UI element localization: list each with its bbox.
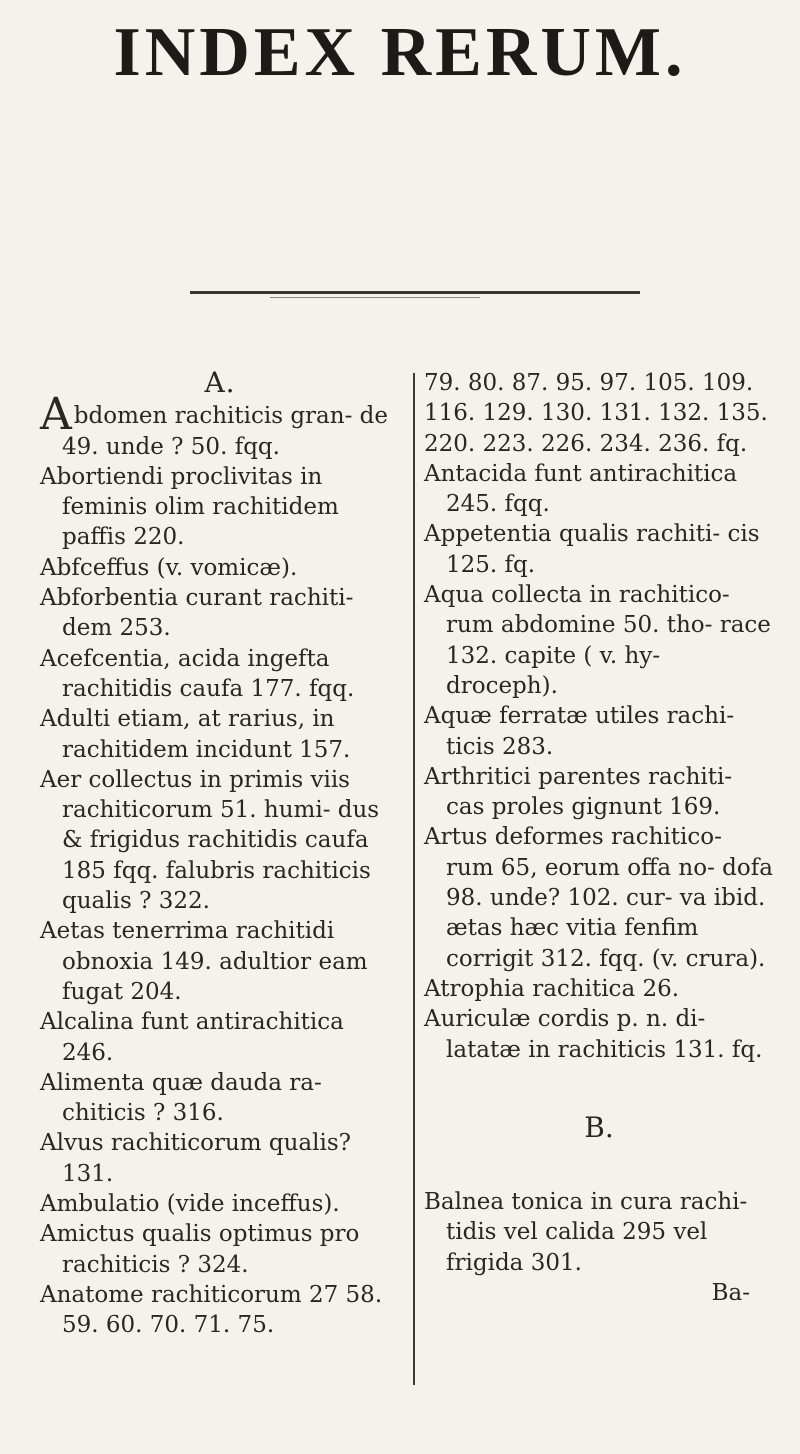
left-column (40, 368, 400, 1341)
section-letter-b: B. (584, 1110, 614, 1144)
index-entry: Aquæ ferratæ utiles rachi- ticis 283. (424, 703, 735, 760)
index-entry: Alcalina funt antirachitica 246. (40, 1009, 344, 1066)
index-entry: Atrophia rachitica 26. (424, 975, 680, 1002)
index-entry: Aer collectus in primis viis rachiticorum 51. humi- dus & frigidus rachitidis caufa 185 fqq. falubris rachiticis qualis ? 322. (40, 766, 380, 915)
right-column (424, 368, 774, 1308)
index-entry: Aqua collecta in rachitico- rum abdomine 50. tho- race 132. capite ( v. hy- droceph). (424, 582, 771, 699)
index-entry: Aetas tenerrima rachitidi obnoxia 149. adultior eam fugat 204. (40, 918, 368, 1005)
index-entry: Antacida funt antirachitica 245. fqq. (424, 460, 738, 518)
index-entry: Abfceffus (v. vomicæ). (40, 554, 298, 581)
index-entry: Alimenta quæ dauda ra- chiticis ? 316. (40, 1069, 322, 1127)
title-rule-thin (270, 297, 480, 298)
index-entry: Abortiendi proclivitas in feminis olim rachitidem paffis 220. (40, 463, 339, 551)
index-entry: Arthritici parentes rachiti- cas proles gignunt 169. (424, 763, 733, 821)
index-entry: Abforbentia curant rachiti- dem 253. (40, 585, 354, 642)
index-entry-continuation: 79. 80. 87. 95. 97. 105. 109. 116. 129. 130. 131. 132. 135. 220. 223. 226. 234. 236. fq. (424, 370, 768, 457)
index-entry: Adulti etiam, at rarius, in rachitidem incidunt 157. (40, 706, 351, 763)
index-entry: Balnea tonica in cura rachi- tidis vel calida 295 vel frigida 301. (424, 1189, 748, 1276)
index-entry: Alvus rachiticorum qualis? 131. (40, 1130, 351, 1187)
drop-cap: A (40, 389, 72, 441)
index-entry: Appetentia qualis rachiti- cis 125. fq. (424, 521, 760, 578)
index-entry: Anatome rachiticorum 27 58. 59. 60. 70. 71. 75. (40, 1281, 383, 1339)
index-entry: Amictus qualis optimus pro rachiticis ? 324. (40, 1221, 360, 1278)
page-title: INDEX RERUM. (113, 14, 687, 91)
entry-text: bdomen rachiticis gran- de 49. unde ? 50. fqq. (62, 403, 388, 460)
title-rule (190, 291, 640, 294)
section-letter-a: A. (204, 366, 236, 399)
column-divider (413, 373, 415, 1385)
index-entry: Auriculæ cordis p. n. di- latatæ in rachiticis 131. fq. (424, 1006, 763, 1063)
index-entry: Ambulatio (vide inceffus). (40, 1191, 340, 1218)
index-entry (40, 389, 400, 462)
index-entry: Acefcentia, acida ingefta rachitidis caufa 177. fqq. (40, 645, 355, 702)
index-entry: Artus deformes rachitico- rum 65, eorum offa no- dofa 98. unde? 102. cur- va ibid. ætas hæc vitia fenfim corrigit 312. fqq. (v. crura). (424, 824, 773, 972)
catchword: Ba- (711, 1280, 750, 1307)
